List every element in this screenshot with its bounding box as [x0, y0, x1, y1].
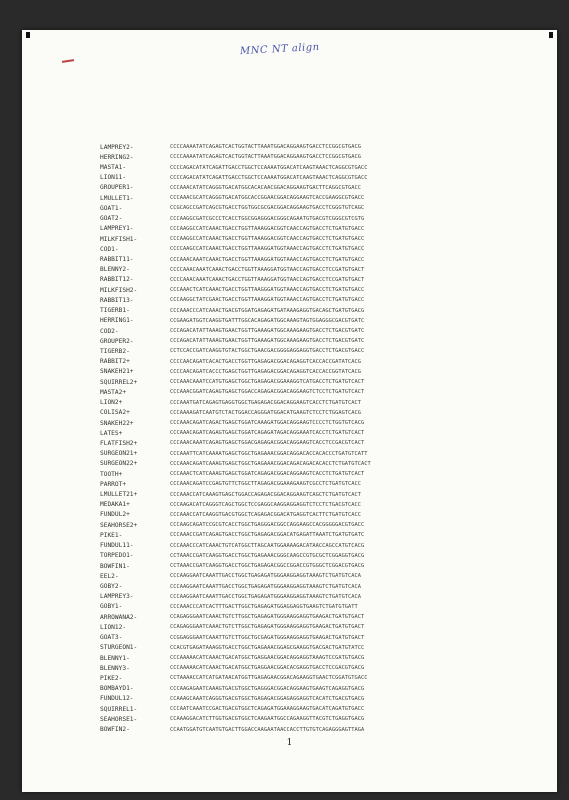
- sequence-label: SQUIRREL1-: [100, 705, 138, 713]
- sequence-text: CCCAAACTCATCAAACTGACCTGGTTAAGGGATGGTAAACCAGTGACCTCTGATGTGACC: [170, 287, 365, 294]
- sequence-label: LAMPREY1-: [100, 225, 134, 233]
- alignment-row: [100, 152, 550, 162]
- alignment-row: [100, 316, 550, 326]
- alignment-row: [100, 479, 550, 489]
- alignment-row: [100, 377, 550, 387]
- sequence-label: COD1-: [100, 245, 119, 253]
- sequence-text: CCCCAAACAAATCAAACTGACCTGGTTAAAGGATGGTAACCAGTGACCTCCGATGTGACT: [170, 276, 365, 283]
- alignment-row: [100, 530, 550, 540]
- sequence-text: CCTAAACCGATCAAGGTGACCTGGCTGAGAGACGGCCGGACCGTGGGCTCGGACGTGACG: [170, 563, 365, 570]
- sequence-text: CCAAAGCAAATCAGGGTGACGTGGCTGAGAGACGGAGAGGAGGTCACATCTGACGTGACG: [170, 695, 365, 702]
- sequence-label: LION12-: [100, 623, 127, 631]
- sequence-text: CCCAATCAAATCCGACTGACGTGGCTCAGAGATGGAAAGGAAGTGACATCAGATGTGACC: [170, 706, 365, 713]
- sequence-label: LION11-: [100, 174, 127, 182]
- sequence-label: MASTA1-: [100, 164, 127, 172]
- sequence-text: CCCAAATGATCAGAGTGAGGTGGCTGAGAGACGGACAGGAAGTCACCTCTGATGTCACT: [170, 399, 361, 406]
- sequence-label: TIGERB1-: [100, 307, 130, 315]
- alignment-row: [100, 357, 550, 367]
- sequence-label: RABBIT13-: [100, 296, 134, 304]
- sequence-label: GROUPER1-: [100, 184, 134, 192]
- alignment-row: [100, 428, 550, 438]
- sequence-label: RABBIT2+: [100, 358, 130, 366]
- alignment-row: [100, 704, 550, 714]
- sequence-text: CCCAAGGAATCAAATTGACCTGGCTGAGAGATGGGAAGGAGGTAAAGTCTGATGTCACA: [170, 573, 361, 580]
- sequence-text: CCCAAACAGATCAGAGTGAGCTGGATCAGAGATAGACAGGAAATCACCTCTGATGTCACT: [170, 430, 365, 437]
- sequence-label: RABBIT11-: [100, 256, 134, 264]
- alignment-row: [100, 602, 550, 612]
- alignment-row: [100, 142, 550, 152]
- sequence-label: SQUIRREL2+: [100, 378, 138, 386]
- sequence-label: FLATFISH2+: [100, 439, 138, 447]
- sequence-text: CCCAAGGAATCAAATTGACCTGGCTGAGAGATGGGAAGGAGGTAAAGTCTGATGTCACA: [170, 583, 361, 590]
- sequence-label: STURGEON1-: [100, 644, 138, 652]
- alignment-row: [100, 684, 550, 694]
- sequence-text: CCCAAACCCATCAAACTGACGTGGATGAGAGATGATAAAGAGGTGACAGCTGATGTGACG: [170, 307, 365, 314]
- sequence-label: MEDAKA1+: [100, 501, 130, 509]
- sequence-label: BLENNY1-: [100, 654, 130, 662]
- sequence-text: CCAATGGATGTCAATGTGACTTGGACCAAGAATAACCACCTTGTGTCAGAGGGAGTTAGA: [170, 726, 365, 733]
- sequence-label: PIKE1-: [100, 531, 123, 539]
- alignment-row: [100, 326, 550, 336]
- sequence-label: LION2+: [100, 399, 123, 407]
- sequence-text: CCTAAAACCATCATGATAACATGGTTGAGAGAACGGACAGAAGGTGAACTCGGATGTGACC: [170, 675, 368, 682]
- sequence-text: CCCAAACCATCAAGGTGACGTGGCTCAGAGACGGACATGAGGTCACTTCTGATGTCACC: [170, 511, 361, 518]
- sequence-text: CCCAAACGCATCAGGGTGACATGGCACCGGAACGGACAGGAAGTCACCGAAGGCGTGACC: [170, 195, 365, 202]
- binder-clip: [549, 32, 553, 38]
- alignment-row: [100, 214, 550, 224]
- sequence-label: COD2-: [100, 327, 119, 335]
- alignment-row: [100, 571, 550, 581]
- sequence-label: BLENNY3-: [100, 664, 130, 672]
- sequence-label: EEL2-: [100, 572, 119, 580]
- sequence-text: CCCAAAAACATCAAACTGACATGGCTGAGGAACGGACAGGAGGTAAAGTCCGATGTGACG: [170, 655, 365, 662]
- sequence-label: LAMPREY3-: [100, 593, 134, 601]
- alignment-row: [100, 581, 550, 591]
- binder-clip: [26, 32, 30, 38]
- alignment-row: [100, 265, 550, 275]
- sequence-label: GOAT1-: [100, 204, 123, 212]
- sequence-text: CCCAAGGCGATCGCCCTCACCTGGCGGAGGGACGGGCAGAATGTGACGTCGGGCGTCGTG: [170, 215, 365, 222]
- sequence-text: CCCAAACGGATCAGAGTGAGCTGGACCAGAGACGGACAGGAAGTCTCCTCTGATGTCACT: [170, 389, 365, 396]
- sequence-label: LATES+: [100, 429, 123, 437]
- alignment-row: [100, 653, 550, 663]
- sequence-label: TIGERB2-: [100, 347, 130, 355]
- sequence-text: CCCAAACAGATCCGAGTGTTCTGGCTTAGAGACGGAAAGAAGTCGCCTCTGATGTCACC: [170, 481, 361, 488]
- alignment-row: [100, 295, 550, 305]
- sequence-label: HERRING2-: [100, 153, 134, 161]
- alignment-row: [100, 592, 550, 602]
- sequence-text: CCCCAAACAAATCAAACTGACCTGGTTAAAGGATGGTAACCAGTGACCTCCGATGTGACT: [170, 266, 365, 273]
- sequence-text: CCAGAGGGAATCAAACTGTCTTGGCTGAGAGATGGGAAGGAGGTGAAGACTGATGTGACT: [170, 614, 365, 621]
- alignment-row: [100, 520, 550, 530]
- alignment-row: [100, 336, 550, 346]
- sequence-text: CCTAAACCGATCAAGGTGACCTGGCTGAGAAACGGGCAAGCCGTGCGCTCGGAGGTGACG: [170, 552, 365, 559]
- sequence-text: CCGAAGATGGTCAAGGTGATTTGGCACAGAGATGGCAAAGTAGTGGAGGGCGACGTGATC: [170, 317, 365, 324]
- sequence-text: CCCCAGACATATCAGATTGACCTGGCTCCAAAATGGACATCAAGTAAACTCAGGCGTGACC: [170, 174, 368, 181]
- sequence-label: BOMBAYD1-: [100, 685, 134, 693]
- sequence-text: CCCCAACAGATCACACTGACCTGGTTGAGAGACGGACAGAGGTCACCACCGATATCACG: [170, 358, 361, 365]
- sequence-text: CCCAAGAGAATCAAAGTGACGTGGCTGAGGGACGGACAGGAAGTGAAGTCAGAGGTGACG: [170, 685, 365, 692]
- alignment-row: [100, 306, 550, 316]
- sequence-text: CCCAAACAGATCAAAGTGAGCTGGCTGAGAAACGGACAGACAGACACACCTCTGATGTCACT: [170, 460, 371, 467]
- sequence-label: PIKE2-: [100, 674, 123, 682]
- sequence-text: CCCAAACCCATCACTTTGACTTGGCTGAGAGATGGAGGAGGTGAAGTCTGATGTGATT: [170, 603, 358, 610]
- sequence-label: GOAT2-: [100, 215, 123, 223]
- alignment-row: [100, 469, 550, 479]
- alignment-row: [100, 714, 550, 724]
- alignment-row: [100, 612, 550, 622]
- sequence-label: PARROT+: [100, 480, 127, 488]
- alignment-row: [100, 193, 550, 203]
- sequence-label: MILKFISH2-: [100, 286, 138, 294]
- sequence-label: FUNDUL11-: [100, 542, 134, 550]
- alignment-row: [100, 633, 550, 643]
- alignment-row: [100, 500, 550, 510]
- sequence-text: CCCAGACATATTAAAGTGAACTGGTTGAAAGATGGCAAAGAAGTGACCTCTGACGTGATC: [170, 338, 365, 345]
- alignment-row: [100, 673, 550, 683]
- sequence-text: CCCCAGACATATCAGATTGACCTGGCTCCAAAATGGACATCAAGTAAACTCAGGCGTGACC: [170, 164, 368, 171]
- alignment-table: [100, 142, 550, 735]
- sequence-text: CCCAAACCGATCAGAGTGACCTGGCTGAGAGACGGACATGAGATTAAATCTGATGTGATC: [170, 532, 365, 539]
- sequence-text: CCACGTGAGATAAAGGTGACCTGGCTGAGAAACGGAGCGAAGGTGACGACTGATGTATCC: [170, 644, 365, 651]
- sequence-text: CCCCAAAATATCAGAGTCACTGGTACTTAAATGGACAGGAAGTGACCTCCGGCGTGACG: [170, 154, 361, 161]
- alignment-row: [100, 387, 550, 397]
- sequence-label: RABBIT12-: [100, 276, 134, 284]
- sequence-text: CCCCAAAATATCAGAGTCACTGGTACTTAAATGGACAGGAAGTGACCTCCGGCGTGACG: [170, 144, 361, 151]
- alignment-row: [100, 203, 550, 213]
- sequence-label: FUNDUL12-: [100, 695, 134, 703]
- alignment-row: [100, 418, 550, 428]
- alignment-row: [100, 561, 550, 571]
- alignment-row: [100, 551, 550, 561]
- sequence-text: CCCCAAGCCATCAAACTGACCTGGTTAAAGGATGGTAAACCAGTGACCTCTGATGTGACC: [170, 246, 365, 253]
- alignment-row: [100, 622, 550, 632]
- sequence-text: CCAGAGGGAATCAAACTGTCTTGGCTGAGAGATGGGAAGGAGGTGAAGACTGATGTGACT: [170, 624, 365, 631]
- document-page: [22, 30, 557, 792]
- alignment-row: [100, 285, 550, 295]
- sequence-text: CCTCCACCGATCAAGGTGTACTGGCTGAACGACGGGGAGGAGGTGACCTCTGACGTGACC: [170, 348, 365, 355]
- sequence-label: GOAT3-: [100, 634, 123, 642]
- sequence-label: LMULLET1-: [100, 194, 134, 202]
- sequence-label: MASTA2+: [100, 388, 127, 396]
- alignment-row: [100, 489, 550, 499]
- sequence-text: CCCAAACCATCAAAGTGAGCTGGACCAGAGACGGACAGGAAGTCAGCTCTGATGTCACT: [170, 491, 361, 498]
- alignment-row: [100, 173, 550, 183]
- sequence-text: CCGCAGCCGATCAGCGTGACCTGGTGGCGCGACGGACAGGAAGTGACCTCGGGTGTCAGC: [170, 205, 365, 212]
- alignment-row: [100, 397, 550, 407]
- sequence-label: ARROWANA2-: [100, 613, 138, 621]
- pen-mark: [62, 59, 74, 63]
- alignment-row: [100, 663, 550, 673]
- sequence-text: CCCAAGGCCATCAAACTGACCTGGTTAAAGGACGGTCAACCAGTGACCTCTGATGTGACC: [170, 225, 365, 232]
- alignment-row: [100, 694, 550, 704]
- sequence-label: FUNDUL2+: [100, 511, 130, 519]
- alignment-row: [100, 510, 550, 520]
- alignment-row: [100, 408, 550, 418]
- sequence-label: TOOTH+: [100, 470, 123, 478]
- sequence-text: CCCAAACAAATCCATGTGAGCTGGCTGAGAGACGGAAAGGTCATGACCTCTGATGTCACT: [170, 379, 365, 386]
- sequence-label: TORPEDO1-: [100, 552, 134, 560]
- sequence-label: SEAHORSE1-: [100, 715, 138, 723]
- alignment-row: [100, 254, 550, 264]
- sequence-text: CCCCAACAGATCACCCTGAGCTGGTTGAGAGACGGACAGAGGTCACCACCGGTATCACG: [170, 368, 361, 375]
- sequence-text: CCGGAGGGAATCAAATTGTCTTGGCTGCGAGATGGGAAGGAGGTGAAGACTGATGTGACT: [170, 634, 365, 641]
- sequence-text: CCCAAACAAATCAGAGTGAGCTGGACGAGAGACGGACAGGAAGTCACCTCCGACGTCACT: [170, 440, 365, 447]
- sequence-label: SEAHORSE2+: [100, 521, 138, 529]
- alignment-row: [100, 367, 550, 377]
- alignment-row: [100, 724, 550, 734]
- sequence-text: CCCAAAAACATCAAACTGACATGGCTGAGGAACGGACACGAGGTGACCTCCGACGTGACG: [170, 665, 365, 672]
- sequence-text: CCCAAAAGATCAATGTCTACTGGACCAGGGATGGACATGAAGTCTCCTCTGGAGTCACG: [170, 409, 361, 416]
- alignment-row: [100, 438, 550, 448]
- sequence-text: CCAAAGGACATCTTGGTGACGTGGCTCAAGAATGGCCAGAAGGTTACGTCTGAGGTGACG: [170, 716, 365, 723]
- sequence-label: BOWFIN1-: [100, 562, 130, 570]
- sequence-text: CCCAAACTCATCAAAGTGAGCTGGATCAGAGACGGACAGGAAGTCACCTCTGATGTCACT: [170, 471, 365, 478]
- sequence-text: CCCAAACAAATCAAACTGACCTGGTTAAAGGATGGTAAACCAGTGACCTCTGATGTGACC: [170, 256, 365, 263]
- handwritten-annotation: MNC NT align: [239, 41, 320, 58]
- sequence-text: CCCAAGGCTATCGAACTGACCTGGTTAAAGGATGGTAAACCAGTGACCTCTGATGTGACC: [170, 297, 365, 304]
- sequence-label: GOBY1-: [100, 603, 123, 611]
- alignment-row: [100, 224, 550, 234]
- alignment-row: [100, 162, 550, 172]
- sequence-label: BLENNY2-: [100, 266, 130, 274]
- alignment-row: [100, 459, 550, 469]
- page-number: 1: [286, 738, 293, 748]
- alignment-row: [100, 183, 550, 193]
- sequence-label: GROUPER2-: [100, 337, 134, 345]
- alignment-row: [100, 346, 550, 356]
- sequence-text: CCCAAGCAGATCCGCGTCACCTGGCTGAGGGACGGCCAGGAAGCCACGGGGGACGTGACC: [170, 522, 365, 529]
- sequence-text: CCCAAACCCATCAAACTGTCATGGCTTAGCAATGGAAAAGACATAACCAGCCATGTCACG: [170, 542, 365, 549]
- sequence-label: GOBY2-: [100, 583, 123, 591]
- sequence-text: CCCAAGGCCATCAAACTGACCTGGTTAAAGGACGGTCAACCAGTGACCTCTGATGTGACC: [170, 236, 365, 243]
- sequence-text: CCCAGACATATTAAAGTGAACTGGTTGAAAGATGGCAAAGAAGTGACCTCTGACGTGATC: [170, 328, 365, 335]
- sequence-text: CCCAAACATATCAGGGTGACATGGCACACAACGGACAGGAAGTGACTTCAGGCGTGACC: [170, 184, 361, 191]
- sequence-text: CCCAAATTCATCAAAATGAGCTGGCTGAGAAACGGACAGGACACCACACCCTGATGTCATT: [170, 450, 368, 457]
- sequence-label: SNAKEH22+: [100, 419, 134, 427]
- sequence-text: CCCAAACAGATCAGACTGAGCTGGATCAAAGATGGACAGGAAGTCCCCTCTGGTGTCACG: [170, 420, 365, 427]
- sequence-label: SURGEON21+: [100, 450, 138, 458]
- sequence-label: SNAKEH21+: [100, 368, 134, 376]
- alignment-row: [100, 275, 550, 285]
- sequence-label: COLISA2+: [100, 409, 130, 417]
- sequence-text: CCCAAGGAATCAAATTGACCTGGCTGAGAGATGGGAAGGAGGTAAAGTCTGATGTCACA: [170, 593, 361, 600]
- sequence-label: BOWFIN2-: [100, 726, 130, 734]
- sequence-label: SURGEON22+: [100, 460, 138, 468]
- alignment-row: [100, 643, 550, 653]
- sequence-text: CCCAAGACATCAGGGTCAGCTGGCTCCGAGGCAAGGAGGAGGTCTCCTCTGACGTCACC: [170, 501, 361, 508]
- alignment-row: [100, 449, 550, 459]
- alignment-row: [100, 244, 550, 254]
- sequence-label: LMULLET21+: [100, 491, 138, 499]
- sequence-label: MILKFISH1-: [100, 235, 138, 243]
- alignment-row: [100, 234, 550, 244]
- sequence-label: LAMPREY2-: [100, 143, 134, 151]
- alignment-row: [100, 541, 550, 551]
- sequence-label: HERRING1-: [100, 317, 134, 325]
